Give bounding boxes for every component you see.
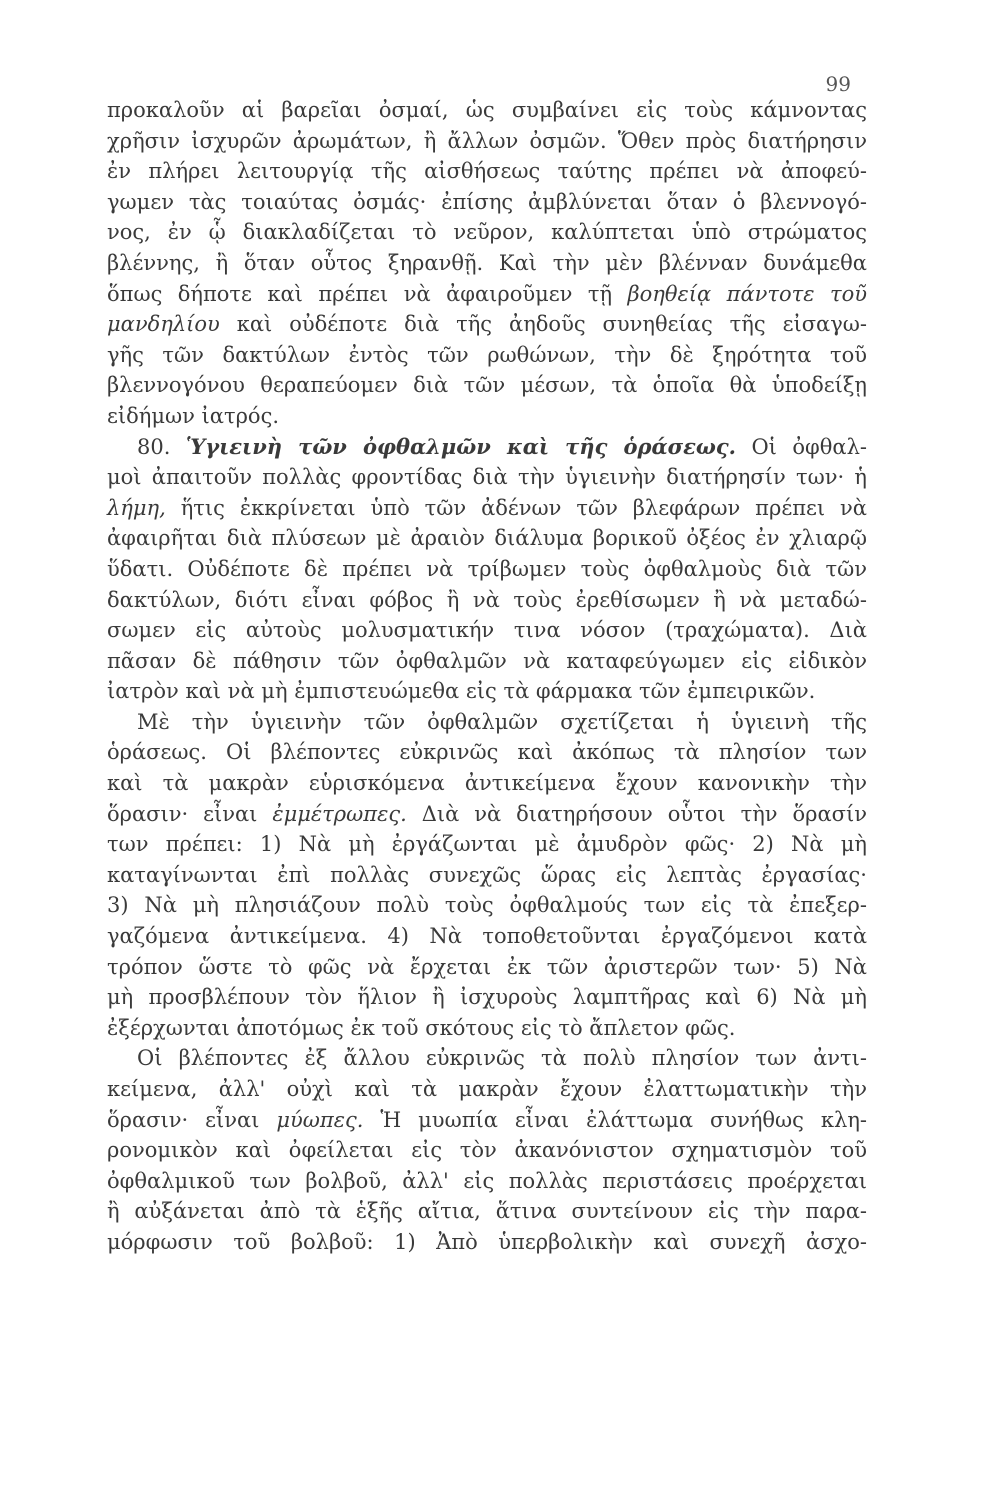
text-line: των πρέπει: 1) Νὰ μὴ ἐργάζωνται μὲ ἀμυδρὸν φῶς· 2) Νὰ μὴ [107, 832, 867, 857]
text-segment: ἥτις ἐκκρίνεται ὑπὸ τῶν ἀδένων τῶν βλεφάρων πρέπει νὰ [180, 495, 867, 520]
text-line: κείμενα, ἀλλ' οὐχὶ καὶ τὰ μακρὰν ἔχουν ἐλαττωματικὴν τὴν [107, 1077, 867, 1101]
text-line: βλέννης, ἢ ὅταν οὗτος ξηρανθῇ. Καὶ τὴν μὲν βλένναν δυνάμεθα [107, 250, 867, 275]
text-line: ὕδατι. Οὐδέποτε δὲ πρέπει νὰ τρίβωμεν τοὺς ὀφθαλμοὺς διὰ τῶν [107, 556, 867, 581]
section-number: 80. [137, 434, 171, 459]
text-line [107, 309, 867, 340]
section-heading-line [107, 432, 867, 463]
text-segment: ὅρασιν· εἶναι [107, 1107, 260, 1132]
text-line: γωμεν τὰς τοιαύτας ὀσμάς· ἐπίσης ἀμβλύνεται ὅταν ὁ βλεννογό- [107, 189, 867, 214]
text-line: γαζόμενα ἀντικείμενα. 4) Νὰ τοποθετοῦνται ἐργαζόμενοι κατὰ [107, 924, 867, 949]
text-line [107, 493, 867, 524]
text-line: 3) Νὰ μὴ πλησιάζουν πολὺ τοὺς ὀφθαλμούς των εἰς τὰ ἐπεξερ- [107, 893, 867, 918]
text-line: μόρφωσιν τοῦ βολβοῦ: 1) Ἀπὸ ὑπερβολικὴν καὶ συνεχῆ ἀσχο- [107, 1229, 867, 1254]
italic-phrase: λήμη, [107, 495, 166, 520]
section-title: Ὑγιεινὴ τῶν ὀφθαλμῶν καὶ τῆς ὁράσεως. [185, 433, 736, 459]
text-segment: Οἱ ὀφθαλ- [751, 434, 867, 459]
italic-phrase: μύωπες. [276, 1107, 364, 1132]
text-line: ὀφθαλμικοῦ των βολβοῦ, ἀλλ' εἰς πολλὰς περιστάσεις προέρχεται [107, 1168, 867, 1193]
text-line: χρῆσιν ἰσχυρῶν ἀρωμάτων, ἢ ἄλλων ὀσμῶν. Ὅθεν πρὸς διατήρησιν [107, 128, 867, 153]
text-line: ρονομικὸν καὶ ὀφείλεται εἰς τὸν ἀκανόνιστον σχηματισμὸν τοῦ [107, 1138, 867, 1163]
text-segment: καὶ οὐδέποτε διὰ τῆς ἀηδοῦς συνηθείας τῆς εἰσαγω- [236, 312, 867, 337]
text-line: γῆς τῶν δακτύλων ἐντὸς τῶν ρωθώνων, τὴν δὲ ξηρότητα τοῦ [107, 342, 867, 367]
text-line: καταγίνωνται ἐπὶ πολλὰς συνεχῶς ὥρας εἰς λεπτὰς ἐργασίας· [107, 862, 867, 887]
italic-phrase: ἐμμέτρωπες. [272, 801, 407, 826]
text-line [107, 799, 867, 830]
text-line [107, 1105, 867, 1136]
text-line: ὁράσεως. Οἱ βλέποντες εὐκρινῶς καὶ ἀκόπως τὰ πλησίον των [107, 740, 867, 765]
text-segment: ὅρασιν· εἶναι [107, 801, 258, 826]
text-line: ἢ αὐξάνεται ἀπὸ τὰ ἑξῆς αἴτια, ἅτινα συντείνουν εἰς τὴν παρα- [107, 1199, 867, 1224]
text-line [107, 279, 867, 310]
text-line: καὶ τὰ μακρὰν εὑρισκόμενα ἀντικείμενα ἔχουν κανονικὴν τὴν [107, 771, 867, 796]
text-line: εἰδήμων ἰατρός. [107, 403, 280, 428]
text-line: προκαλοῦν αἱ βαρεῖαι ὀσμαί, ὡς συμβαίνει εἰς τοὺς κάμνοντας [107, 98, 867, 122]
italic-phrase: βοηθείᾳ πάντοτε τοῦ [627, 281, 867, 306]
text-line: τρόπον ὥστε τὸ φῶς νὰ ἔρχεται ἐκ τῶν ἀριστερῶν των· 5) Νὰ [107, 954, 867, 979]
text-line: βλεννογόνου θεραπεύομεν διὰ τῶν μέσων, τὰ ὁποῖα θὰ ὑποδείξῃ [107, 373, 867, 398]
text-line: Μὲ τὴν ὑγιεινὴν τῶν ὀφθαλμῶν σχετίζεται ἡ ὑγιεινὴ τῆς [137, 709, 867, 734]
text-segment: Ἡ μυωπία εἶναι ἐλάττωμα συνήθως κλη- [380, 1107, 867, 1132]
text-line: δακτύλων, διότι εἶναι φόβος ἢ νὰ τοὺς ἐρεθίσωμεν ἢ νὰ μεταδώ- [107, 587, 867, 612]
text-line: ἐν πλήρει λειτουργίᾳ τῆς αἰσθήσεως ταύτης πρέπει νὰ ἀποφεύ- [107, 159, 867, 184]
text-line: ἐξέρχωνται ἀποτόμως ἐκ τοῦ σκότους εἰς τὸ ἄπλετον φῶς. [107, 1015, 736, 1040]
text-segment: Διὰ νὰ διατηρήσουν οὗτοι τὴν ὅρασίν [421, 801, 867, 826]
text-line: Οἱ βλέποντες ἐξ ἄλλου εὐκρινῶς τὰ πολὺ πλησίον των ἀντι- [137, 1046, 867, 1071]
text-line: πᾶσαν δὲ πάθησιν τῶν ὀφθαλμῶν νὰ καταφεύγωμεν εἰς εἰδικὸν [107, 648, 867, 673]
text-line: ἰατρὸν καὶ νὰ μὴ ἐμπιστευώμεθα εἰς τὰ φάρμακα τῶν ἐμπειρικῶν. [107, 679, 816, 704]
text-line: μὴ προσβλέπουν τὸν ἥλιον ἢ ἰσχυροὺς λαμπτῆρας καὶ 6) Νὰ μὴ [107, 985, 867, 1010]
italic-phrase: μανδηλίου [107, 312, 220, 337]
text-segment: ὅπως δήποτε καὶ πρέπει νὰ ἀφαιροῦμεν τῇ [107, 281, 613, 306]
body-text [107, 95, 867, 1258]
text-line: σωμεν εἰς αὐτοὺς μολυσματικήν τινα νόσον (τραχώματα). Διὰ [107, 618, 867, 643]
text-line: ἀφαιρῆται διὰ πλύσεων μὲ ἀραιὸν διάλυμα βορικοῦ ὀξέος ἐν χλιαρῷ [107, 526, 867, 551]
page-number: 99 [825, 72, 851, 96]
text-line: νος, ἐν ᾧ διακλαδίζεται τὸ νεῦρον, καλύπτεται ὑπὸ στρώματος [107, 220, 867, 245]
text-line: μοὶ ἀπαιτοῦν πολλὰς φροντίδας διὰ τὴν ὑγιεινὴν διατήρησίν των· ἡ [107, 465, 867, 490]
